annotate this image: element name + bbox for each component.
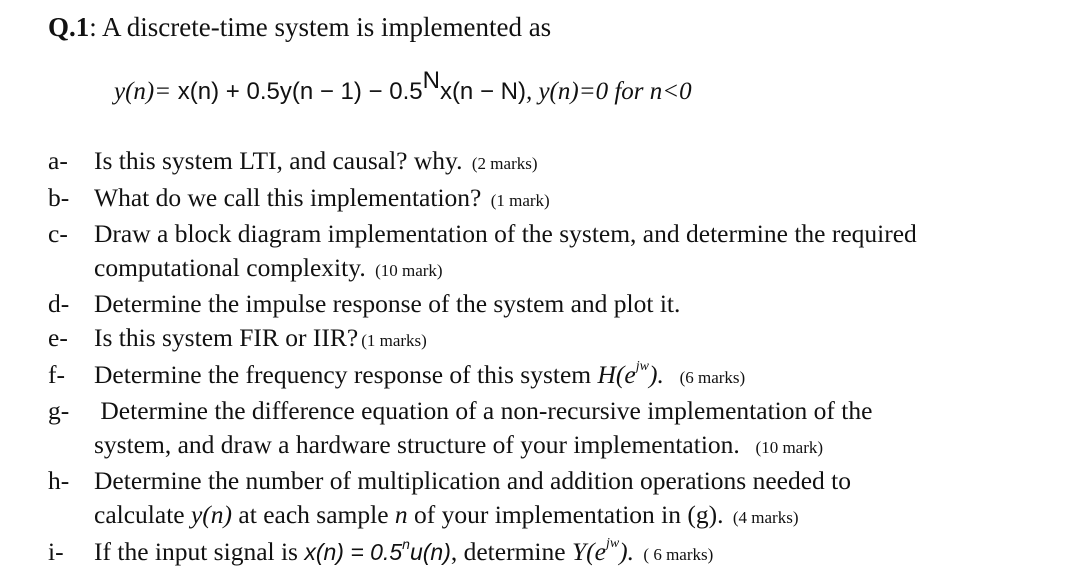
item-text-line: Determine the frequency response of this system $H(e^{jw})$. (6 marks) bbox=[94, 359, 746, 389]
item-letter: i- bbox=[48, 536, 64, 566]
item-letter: a- bbox=[48, 146, 68, 175]
equation-lhs: y(n)= bbox=[114, 78, 172, 105]
item-marks: (10 mark) bbox=[375, 260, 443, 280]
question-item-f bbox=[48, 358, 1068, 395]
item-marks: (10 mark) bbox=[755, 437, 824, 457]
item-text-line: Determine the difference equation of a non-recursive implementation of the bbox=[94, 396, 873, 426]
question-item-g bbox=[48, 394, 1068, 464]
equation-rhs-part1: x(n) + 0.5y(n − 1) − 0.5 bbox=[171, 78, 423, 105]
item-marks: (6 marks) bbox=[679, 367, 746, 387]
item-text-line: Determine the impulse response of the system and plot it. bbox=[94, 289, 681, 319]
frequency-response-symbol: $H(e^{jw})$. bbox=[597, 359, 664, 389]
item-marks: (1 mark) bbox=[490, 190, 550, 210]
item-marks: (4 marks) bbox=[732, 507, 799, 527]
item-letter: f- bbox=[48, 359, 65, 389]
equation-condition: , y(n)=0 for n<0 bbox=[525, 78, 692, 105]
equation-exponent: N bbox=[422, 66, 440, 94]
question-item-h bbox=[48, 464, 1068, 534]
item-text-line: What do we call this implementation? (1 mark) bbox=[94, 182, 550, 212]
question-title bbox=[48, 10, 551, 44]
output-spectrum-symbol: $Y(e^{jw})$. bbox=[571, 536, 635, 566]
item-marks: ( 6 marks) bbox=[643, 544, 714, 564]
item-text-line: If the input signal is $x(n) = 0.5^nu(n)$, determine $Y(e^{jw})$. ( 6 marks) bbox=[94, 535, 714, 566]
question-item-e bbox=[48, 321, 1068, 358]
item-marks: (2 marks) bbox=[471, 154, 538, 173]
item-text-line: computational complexity. (10 mark) bbox=[94, 252, 443, 282]
question-item-d bbox=[48, 287, 1068, 321]
item-letter: b- bbox=[48, 182, 70, 212]
item-text-line: Is this system LTI, and causal? why. (2 marks) bbox=[94, 146, 538, 175]
input-signal-math: $x(n) = 0.5^nu(n)$ bbox=[304, 535, 451, 565]
item-letter: e- bbox=[48, 322, 68, 352]
item-letter: h- bbox=[48, 466, 70, 496]
item-letter: c- bbox=[48, 219, 68, 249]
item-marks: (1 marks) bbox=[361, 330, 427, 350]
item-text-line: calculate y(n) at each sample n of your implementation in (g). (4 marks) bbox=[94, 499, 799, 529]
question-label: Q.1 bbox=[48, 12, 90, 42]
question-item-a bbox=[48, 144, 1068, 181]
question-intro: : A discrete-time system is implemented as bbox=[89, 12, 552, 42]
item-text-line: system, and draw a hardware structure of your implementation. (10 mark) bbox=[94, 429, 824, 459]
item-letter: d- bbox=[48, 289, 70, 319]
system-equation bbox=[114, 66, 692, 108]
question-item-c bbox=[48, 217, 1068, 287]
item-letter: g- bbox=[48, 396, 70, 426]
equation-rhs-part2: x(n − N) bbox=[439, 78, 526, 105]
question-items bbox=[48, 144, 1068, 571]
item-text-line: Determine the number of multiplication and addition operations needed to bbox=[94, 466, 851, 496]
item-text-line: Is this system FIR or IIR? (1 marks) bbox=[94, 322, 427, 352]
question-item-b bbox=[48, 181, 1068, 218]
item-text-line: Draw a block diagram implementation of the system, and determine the required bbox=[94, 219, 917, 249]
question-item-i bbox=[48, 535, 1068, 572]
